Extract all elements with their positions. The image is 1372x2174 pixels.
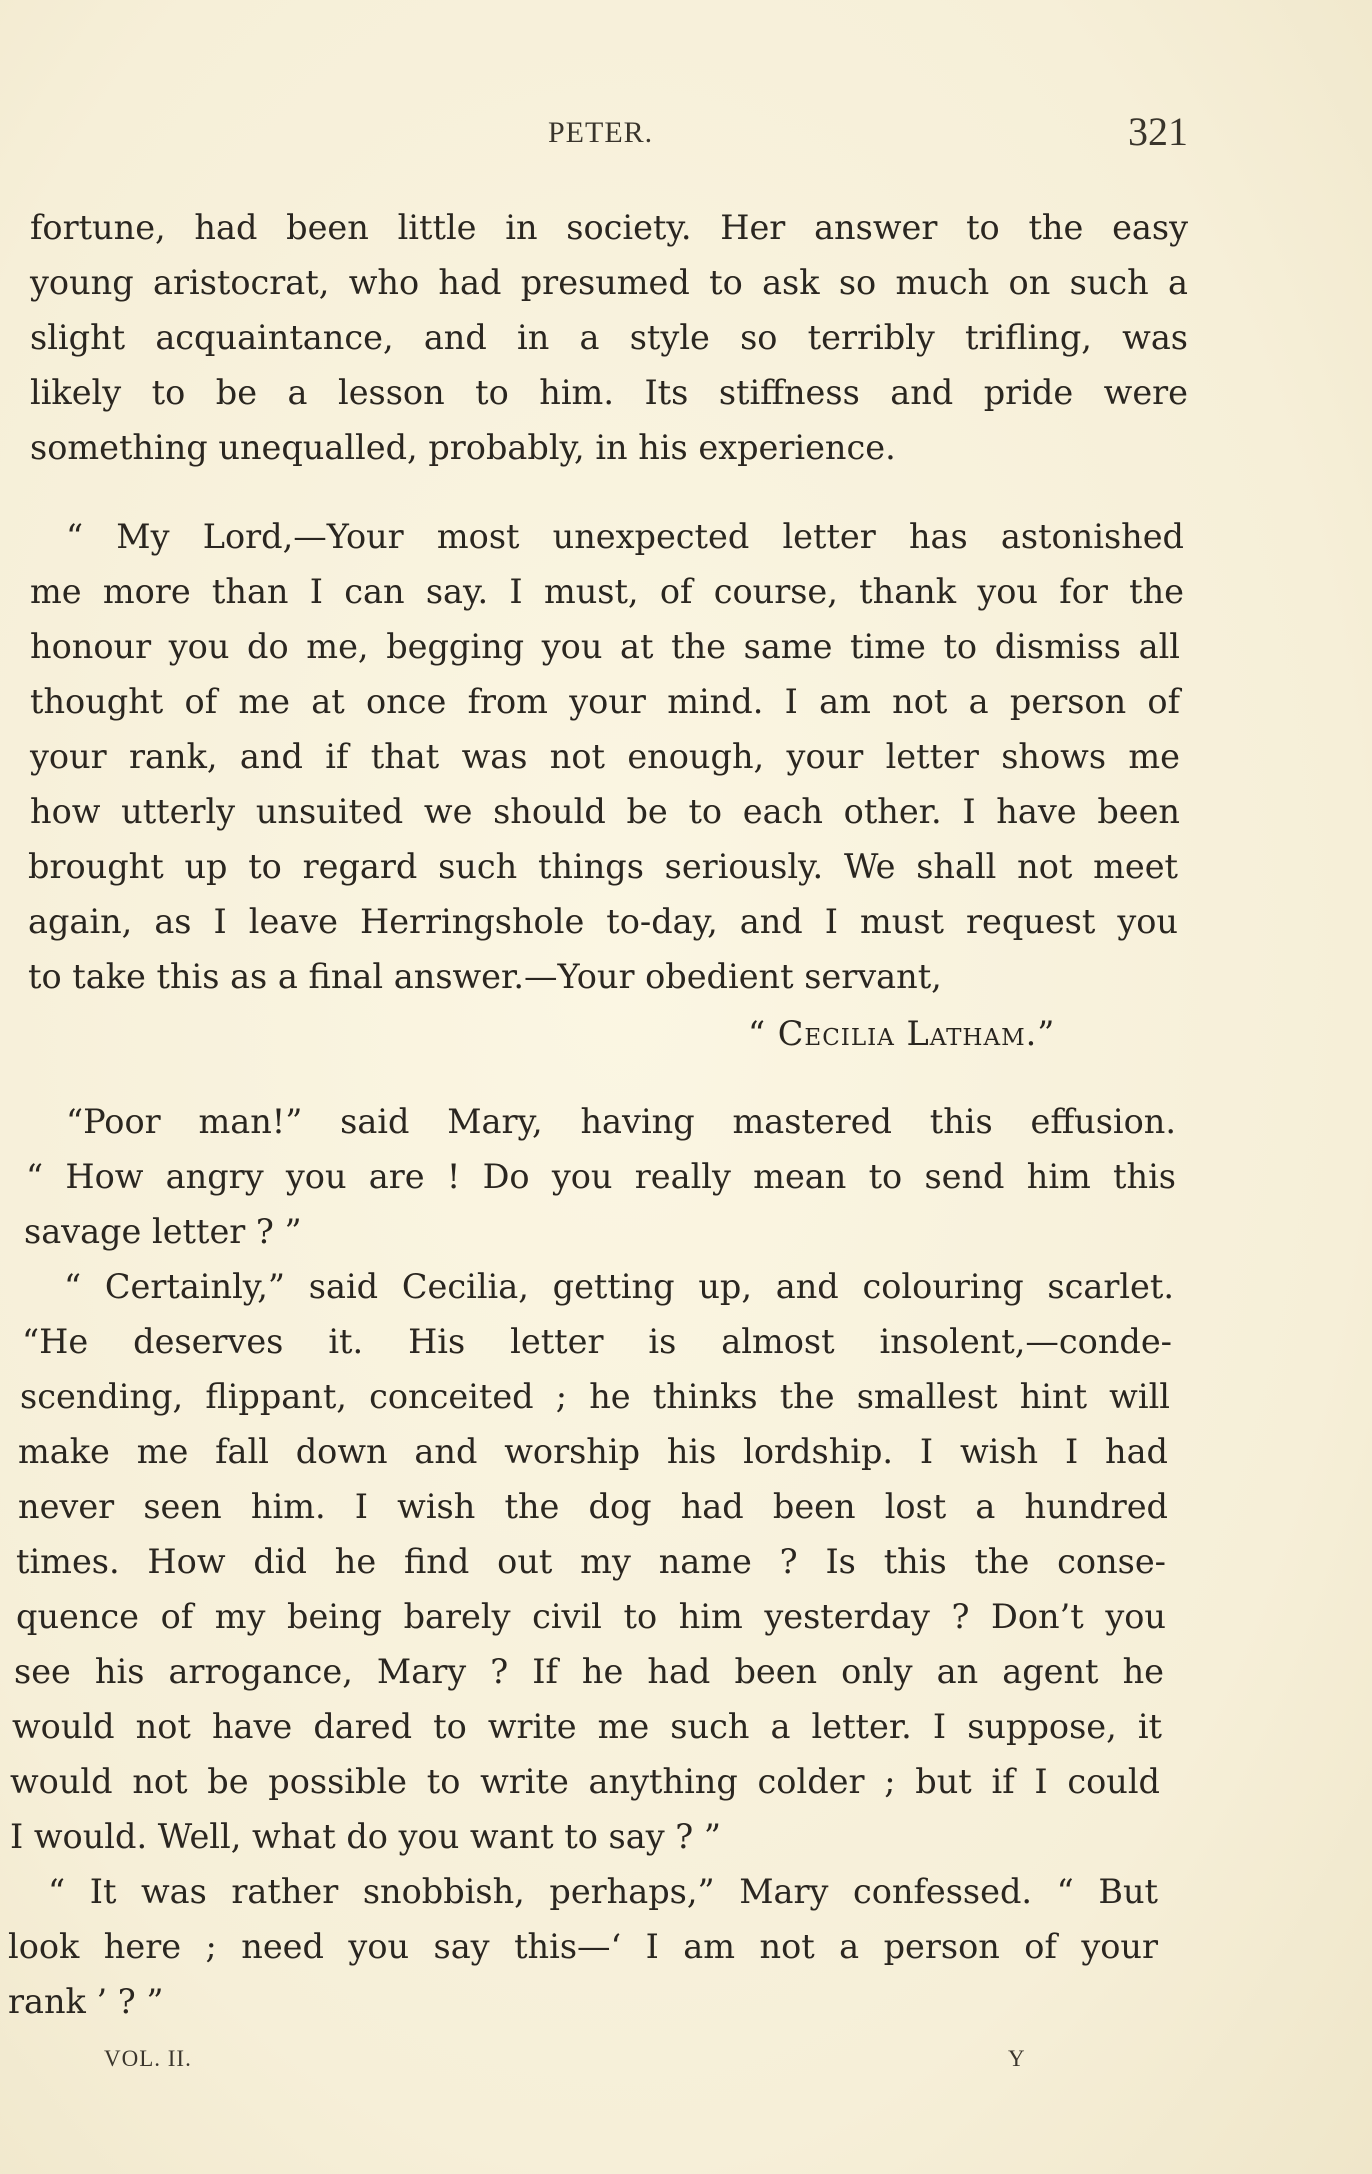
text-line: see his arrogance, Mary ? If he had been only an agent he [14,1652,1164,1691]
page-number: 321 [1128,109,1188,154]
letter-signature: “ Cecilia Latham.” [748,1014,1056,1053]
volume-mark: VOL. II. [104,2046,192,2071]
text-line: would not be possible to write anything colder ; but if I could [10,1762,1160,1801]
text-line: scending, flippant, conceited ; he thinks the smallest hint will [20,1377,1170,1416]
text-line: times. How did he find out my name ? Is this the conse- [16,1542,1166,1581]
text-line: slight acquaintance, and in a style so terribly trifling, was [30,318,1188,357]
signature-mark: Y [1008,2046,1025,2071]
text-line: would not have dared to write me such a letter. I suppose, it [12,1707,1162,1746]
text-line: me more than I can say. I must, of course, thank you for the [30,572,1184,611]
text-line: “He deserves it. His letter is almost insolent,—conde- [22,1322,1172,1361]
text-line: brought up to regard such things seriously. We shall not meet [28,847,1178,886]
text-line: look here ; need you say this—‘ I am not a person of your [8,1927,1158,1966]
text-line: “ My Lord,—Your most unexpected letter has astonished [66,517,1184,556]
text-line: “Poor man!” said Mary, having mastered this effusion. [66,1102,1176,1141]
text-line: make me fall down and worship his lordship. I wish I had [18,1432,1168,1471]
text-line: to take this as a final answer.—Your obedient servant, [28,957,942,996]
running-head-title: PETER. [548,116,654,149]
text-line: “ How angry you are ! Do you really mean to send him this [26,1157,1176,1196]
text-line: never seen him. I wish the dog had been lost a hundred [18,1487,1168,1526]
text-line: thought of me at once from your mind. I am not a person of [30,682,1180,721]
text-line: young aristocrat, who had presumed to ask so much on such a [30,263,1188,302]
text-line: your rank, and if that was not enough, your letter shows me [30,737,1180,776]
text-line: rank ’ ? ” [8,1982,164,2021]
text-line: I would. Well, what do you want to say ? ” [10,1817,722,1856]
text-line: something unequalled, probably, in his experience. [30,428,896,467]
text-line: savage letter ? ” [24,1212,302,1251]
text-line: likely to be a lesson to him. Its stiffness and pride were [30,373,1188,412]
text-line: “ Certainly,” said Cecilia, getting up, and colouring scarlet. [64,1267,1174,1306]
text-line: quence of my being barely civil to him yesterday ? Don’t you [16,1597,1166,1636]
text-line: honour you do me, begging you at the same time to dismiss all [30,627,1180,666]
text-line: again, as I leave Herringshole to-day, and I must request you [28,902,1178,941]
text-line: fortune, had been little in society. Her answer to the easy [30,208,1188,247]
text-line: how utterly unsuited we should be to each other. I have been [30,792,1180,831]
text-line: “ It was rather snobbish, perhaps,” Mary confessed. “ But [48,1872,1158,1911]
